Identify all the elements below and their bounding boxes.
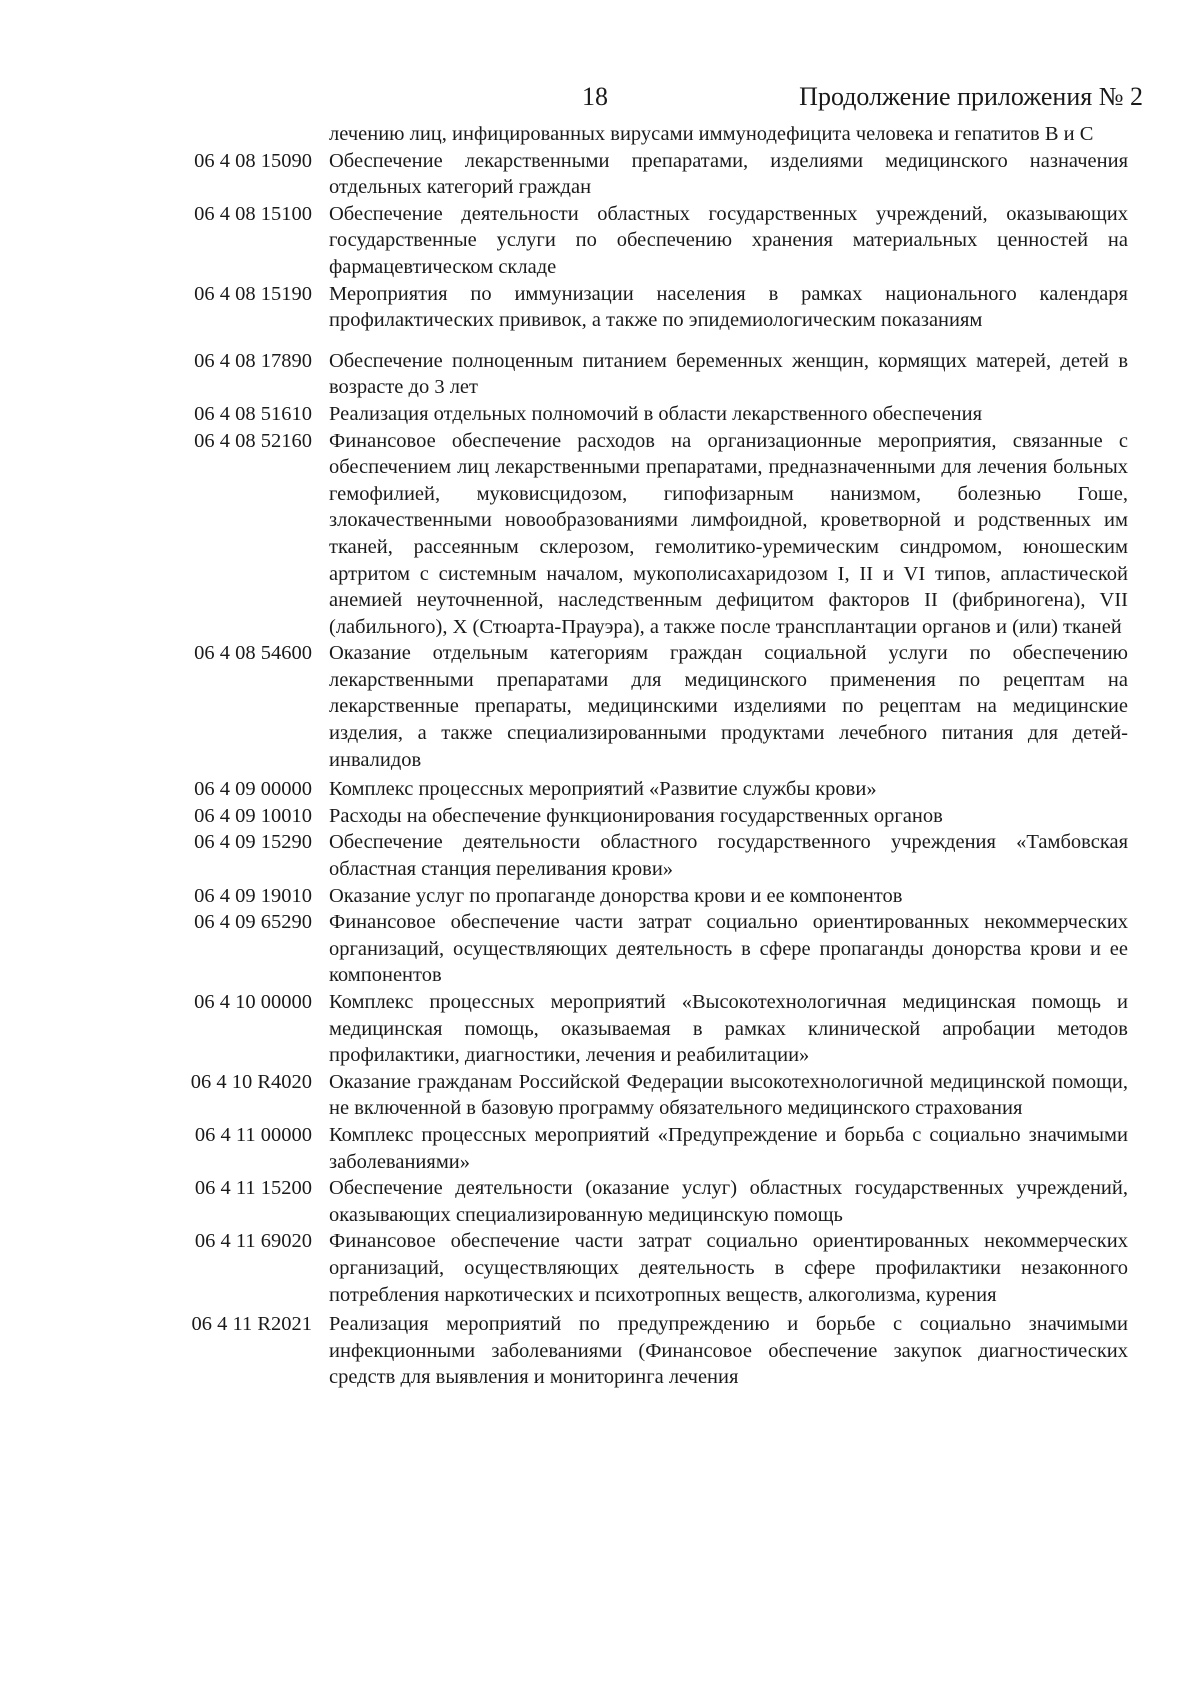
row-description: Обеспечение деятельности областных государственных учреждений, оказывающих государственные услуги по обеспечению хранения материальных ценностей на фармацевтическом складе [329,202,1128,278]
row-description: Обеспечение деятельности областного государственного учреждения «Тамбовская областная станция переливания крови» [329,831,1128,881]
row-description: Оказание услуг по пропаганде донорства крови и ее компонентов [329,884,903,907]
table-row [0,1175,1200,1228]
row-code: 06 4 11 00000 [194,1123,312,1146]
code-table [0,121,1200,1391]
table-row [0,640,1200,773]
row-description: Финансовое обеспечение расходов на организационные мероприятия, связанные с обеспечением лиц лекарственными препаратами, предназначенными для лечения больных гемофилией, муковисцидозом, гипофизарным нанизмом, болезнью Гоше, злокачественными новообразованиями лимфоидной, кроветворной и родственных им тканей, рассеянным склерозом, гемолитико-уремическим синдромом, юношеским артритом с системным началом, мукополисахаридозом I, II и VI типов, апластической анемией неуточненной, наследственным дефицитом факторов II (фибриногена), VII (лабильного), X (Стюарта-Прауэра), а также после трансплантации органов и (или) тканей [329,429,1128,638]
row-code: 06 4 09 65290 [194,911,312,934]
page-number: 18 [582,82,608,111]
row-code: 06 4 09 00000 [194,778,312,801]
row-code: 06 4 11 15200 [194,1177,312,1200]
table-row [0,201,1200,281]
table-row [0,883,1200,910]
row-description: Обеспечение лекарственными препаратами, изделиями медицинского назначения отдельных категорий граждан [329,149,1128,199]
table-row [0,401,1200,428]
page-header [0,80,1200,116]
row-code: 06 4 09 10010 [194,804,312,827]
row-description: Финансовое обеспечение части затрат социально ориентированных некоммерческих организаций, осуществляющих деятельность в сфере профилактики незаконного потребления наркотических и психотропных веществ, алкоголизма, курения [329,1230,1128,1306]
table-row [0,281,1200,334]
row-code: 06 4 11 69020 [194,1230,312,1253]
row-description: Реализация отдельных полномочий в области лекарственного обеспечения [329,402,983,425]
row-code: 06 4 08 52160 [194,429,312,452]
row-code: 06 4 08 17890 [194,349,312,372]
row-code: 06 4 08 15100 [194,202,312,225]
table-row [0,1069,1200,1122]
table-row [0,776,1200,803]
table-row [0,1228,1200,1308]
row-code: 06 4 10 R4020 [190,1070,312,1093]
row-description: Комплекс процессных мероприятий «Предупреждение и борьба с социально значимыми заболеваниями» [329,1123,1128,1173]
row-description: Комплекс процессных мероприятий «Высокотехнологичная медицинская помощь и медицинская помощь, оказываемая в рамках клинической апробации методов профилактики, диагностики, лечения и реабилитации» [329,991,1128,1067]
table-row [0,348,1200,401]
table-row [0,1311,1200,1391]
table-row [0,829,1200,882]
row-code: 06 4 08 54600 [194,642,312,665]
row-description: Расходы на обеспечение функционирования государственных органов [329,804,943,827]
header-title: Продолжение приложения № 2 [799,82,1143,111]
row-code: 06 4 09 19010 [194,884,312,907]
row-code: 06 4 11 R2021 [191,1313,312,1336]
row-description: Мероприятия по иммунизации населения в рамках национального календаря профилактических прививок, а также по эпидемиологическим показаниям [329,282,1128,332]
row-description: Обеспечение полноценным питанием беременных женщин, кормящих матерей, детей в возрасте до 3 лет [329,349,1128,399]
row-description: Оказание гражданам Российской Федерации высокотехнологичной медицинской помощи, не включенной в базовую программу обязательного медицинского страхования [329,1070,1128,1120]
row-description: Реализация мероприятий по предупреждению и борьбе с социально значимыми инфекционными заболеваниями (Финансовое обеспечение закупок диагностических средств для выявления и мониторинга лечения [329,1313,1128,1389]
row-code: 06 4 08 51610 [194,402,312,425]
row-description: Обеспечение деятельности (оказание услуг) областных государственных учреждений, оказывающих специализированную медицинскую помощь [329,1177,1128,1226]
table-row [0,803,1200,830]
table-row [0,428,1200,641]
table-row [0,989,1200,1069]
table-row [0,148,1200,201]
table-row [0,121,1200,148]
table-row [0,1122,1200,1175]
row-code: 06 4 08 15190 [194,282,312,305]
row-description: Оказание отдельным категориям граждан социальной услуги по обеспечению лекарственными препаратами для медицинского применения по рецептам на лекарственные препараты, медицинскими изделиями по рецептам на медицинские изделия, а также специализированными продуктами лечебного питания для детей-инвалидов [329,642,1128,771]
row-code: 06 4 09 15290 [194,831,312,854]
row-description: Комплекс процессных мероприятий «Развитие службы крови» [329,778,877,801]
row-description: лечению лиц, инфицированных вирусами иммунодефицита человека и гепатитов В и С [329,123,1094,145]
row-code: 06 4 10 00000 [194,991,312,1013]
row-code: 06 4 08 15090 [194,149,312,172]
row-description: Финансовое обеспечение части затрат социально ориентированных некоммерческих организаций, осуществляющих деятельность в сфере пропаганды донорства крови и ее компонентов [329,911,1128,987]
table-row [0,909,1200,989]
